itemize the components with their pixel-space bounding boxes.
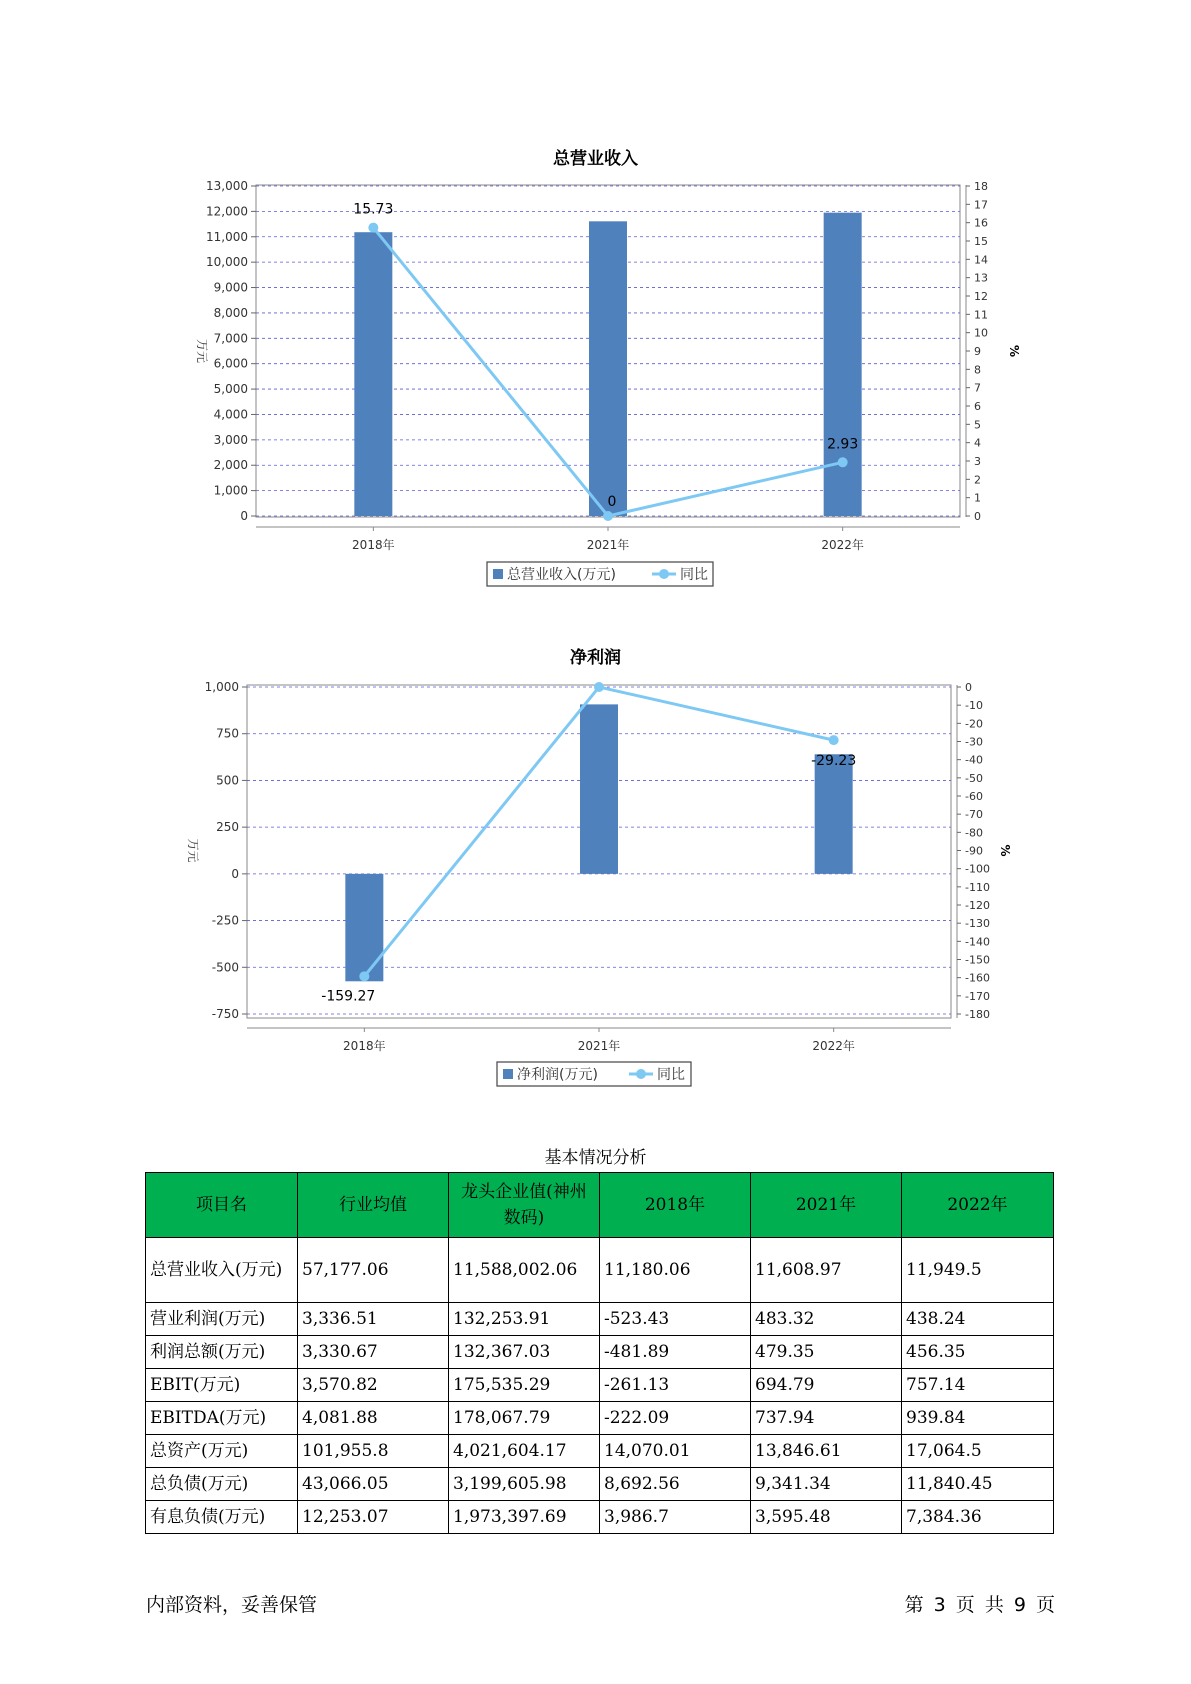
table-header-row (146, 1173, 1054, 1238)
y-tick-label: 2,000 (213, 458, 248, 473)
y-tick-label: 8,000 (213, 305, 248, 320)
y-tick-label: 1,000 (213, 483, 248, 498)
y2-tick-label: 11 (974, 308, 988, 322)
table-cell: 1,973,397.69 (449, 1501, 600, 1534)
table-cell: 3,986.7 (600, 1501, 751, 1534)
table-cell: 175,535.29 (449, 1369, 600, 1402)
table-cell: 3,336.51 (298, 1303, 449, 1336)
y-tick-label: 5,000 (213, 382, 248, 397)
y2-axis-title: % (998, 844, 1012, 857)
bar (589, 221, 627, 516)
x-tick-label: 2021年 (586, 538, 630, 552)
table-row-label: 总营业收入(万元) (146, 1238, 298, 1303)
table-row-label: EBITDA(万元) (146, 1402, 298, 1435)
table-row (146, 1435, 1054, 1468)
table-cell: 101,955.8 (298, 1435, 449, 1468)
yoy-point (368, 223, 378, 233)
table-cell: 4,081.88 (298, 1402, 449, 1435)
y-tick-label: 7,000 (213, 331, 248, 346)
y-axis-title: 万元 (195, 338, 209, 364)
table-cell: 456.35 (902, 1336, 1054, 1369)
table-cell: 3,595.48 (751, 1501, 902, 1534)
y2-tick-label: 10 (974, 326, 988, 340)
table-cell: 11,180.06 (600, 1238, 751, 1303)
table-cell: 57,177.06 (298, 1238, 449, 1303)
y2-tick-label: 14 (974, 253, 988, 267)
y2-tick-label: 1 (974, 491, 981, 505)
y2-tick-label: 5 (974, 418, 981, 432)
y-tick-label: 10,000 (206, 255, 248, 270)
y2-tick-label: 0 (974, 510, 981, 523)
footer-confidential: 内部资料，妥善保管 (146, 1594, 318, 1616)
bar (815, 754, 853, 874)
table-row (146, 1369, 1054, 1402)
table-row-label: 总负债(万元) (146, 1468, 298, 1501)
table-cell: 13,846.61 (751, 1435, 902, 1468)
table-cell: 438.24 (902, 1303, 1054, 1336)
table-cell: 178,067.79 (449, 1402, 600, 1435)
y2-tick-label: -50 (965, 771, 983, 785)
y2-tick-label: 12 (974, 290, 988, 303)
table-cell: 11,840.45 (902, 1468, 1054, 1501)
bar (354, 232, 392, 516)
y2-tick-label: -150 (965, 953, 990, 967)
table-cell: 4,021,604.17 (449, 1435, 600, 1468)
y2-tick-label: -60 (965, 790, 983, 803)
table-cell: 737.94 (751, 1402, 902, 1435)
y-tick-label: 250 (216, 820, 239, 835)
yoy-data-label: 2.93 (827, 436, 859, 453)
y-tick-label: 11,000 (206, 229, 248, 244)
legend-line-label: 同比 (680, 567, 708, 583)
y2-tick-label: 9 (974, 345, 981, 358)
table-cell: 17,064.5 (902, 1435, 1054, 1468)
y-tick-label: 6,000 (213, 356, 248, 371)
yoy-data-label: 0 (607, 494, 617, 510)
y2-tick-label: 17 (974, 198, 988, 212)
yoy-data-label: -159.27 (321, 988, 376, 1005)
table-cell: 12,253.07 (298, 1501, 449, 1534)
y-tick-label: 3,000 (213, 432, 248, 447)
table-row (146, 1468, 1054, 1501)
table-row (146, 1501, 1054, 1534)
y2-tick-label: 8 (974, 363, 981, 377)
revenue-chart-title: 总营业收入 (553, 149, 638, 169)
y2-tick-label: 13 (974, 271, 988, 285)
x-tick-label: 2022年 (812, 1039, 855, 1053)
table-row-label: 营业利润(万元) (146, 1303, 298, 1336)
footer-page-number: 第 3 页 共 9 页 (904, 1594, 1055, 1616)
table-row (146, 1336, 1054, 1369)
y2-tick-label: 7 (974, 381, 981, 395)
table-cell: 694.79 (751, 1369, 902, 1402)
table-cell: 9,341.34 (751, 1468, 902, 1501)
basic-analysis-table (145, 1172, 1054, 1534)
table-cell: 483.32 (751, 1303, 902, 1336)
header-leader-value: 龙头企业值(神州数码) (449, 1173, 600, 1238)
y2-tick-label: 6 (974, 400, 981, 413)
yoy-data-label: -29.23 (811, 753, 857, 770)
yoy-point (594, 682, 604, 692)
legend-bar-label: 总营业收入(万元) (507, 567, 616, 583)
y-tick-label: 4,000 (213, 407, 248, 422)
table-cell: -481.89 (600, 1336, 751, 1369)
y-tick-label: 500 (216, 773, 239, 788)
table-row-label: 有息负债(万元) (146, 1501, 298, 1534)
x-tick-label: 2022年 (821, 538, 864, 552)
x-tick-label: 2021年 (577, 1039, 621, 1053)
y2-tick-label: -140 (965, 935, 990, 949)
y2-tick-label: -160 (965, 971, 990, 985)
table-cell: 43,066.05 (298, 1468, 449, 1501)
profit-chart-title: 净利润 (570, 648, 621, 668)
yoy-data-label: 15.73 (353, 201, 394, 218)
yoy-point (829, 735, 839, 745)
y-tick-label: 0 (231, 866, 239, 881)
x-tick-label: 2018年 (352, 538, 395, 552)
table-cell: 3,330.67 (298, 1336, 449, 1369)
table-cell: 7,384.36 (902, 1501, 1054, 1534)
table-cell: 8,692.56 (600, 1468, 751, 1501)
table-cell: 11,588,002.06 (449, 1238, 600, 1303)
y-tick-label: 9,000 (213, 280, 248, 295)
y-tick-label: -250 (211, 913, 239, 928)
y2-tick-label: -170 (965, 989, 990, 1003)
legend-bar-swatch (503, 1069, 513, 1079)
bar (345, 874, 383, 981)
y2-tick-label: -180 (965, 1008, 990, 1021)
table-row-label: EBIT(万元) (146, 1369, 298, 1402)
yoy-point (838, 457, 848, 467)
y2-tick-label: -90 (965, 844, 983, 858)
y2-tick-label: 4 (974, 436, 981, 450)
revenue-chart (0, 170, 1191, 600)
y-tick-label: -750 (211, 1007, 239, 1021)
y-axis-title: 万元 (186, 838, 200, 863)
y2-tick-label: -20 (965, 717, 983, 731)
yoy-point (359, 971, 369, 981)
table-row (146, 1303, 1054, 1336)
y-tick-label: 750 (216, 726, 239, 741)
y-tick-label: 0 (240, 509, 248, 523)
table-cell: -261.13 (600, 1369, 751, 1402)
y2-axis-title: % (1007, 344, 1021, 358)
header-2022: 2022年 (902, 1173, 1054, 1238)
y2-tick-label: -10 (965, 699, 983, 713)
table-cell: -523.43 (600, 1303, 751, 1336)
table-row (146, 1402, 1054, 1435)
y2-tick-label: -130 (965, 917, 990, 931)
y-tick-label: 1,000 (204, 680, 239, 694)
legend-line-label: 同比 (657, 1067, 685, 1083)
y2-tick-label: -120 (965, 899, 990, 912)
y2-tick-label: 3 (974, 455, 981, 468)
y2-tick-label: -40 (965, 753, 983, 767)
yoy-point (603, 511, 613, 521)
y-tick-label: 13,000 (206, 179, 248, 193)
table-cell: 3,199,605.98 (449, 1468, 600, 1501)
table-cell: 11,949.5 (902, 1238, 1054, 1303)
profit-chart (0, 670, 1191, 1100)
y-tick-label: 12,000 (206, 204, 248, 219)
legend-line-marker (659, 569, 669, 579)
header-2018: 2018年 (600, 1173, 751, 1238)
y2-tick-label: 0 (965, 681, 972, 694)
bar (824, 213, 862, 516)
legend-bar-swatch (493, 569, 503, 579)
y2-tick-label: 2 (974, 473, 981, 487)
table-cell: 757.14 (902, 1369, 1054, 1402)
y2-tick-label: -30 (965, 735, 983, 749)
y2-tick-label: 18 (974, 180, 988, 193)
table-cell: 3,570.82 (298, 1369, 449, 1402)
table-cell: 132,253.91 (449, 1303, 600, 1336)
table-row (146, 1238, 1054, 1303)
y2-tick-label: 15 (974, 235, 988, 248)
legend-line-marker (636, 1069, 646, 1079)
table-cell: 132,367.03 (449, 1336, 600, 1369)
y2-tick-label: 16 (974, 216, 988, 230)
header-industry-avg: 行业均值 (298, 1173, 449, 1238)
table-cell: 14,070.01 (600, 1435, 751, 1468)
x-tick-label: 2018年 (343, 1039, 386, 1053)
header-item-name: 项目名 (146, 1173, 298, 1238)
table-cell: 939.84 (902, 1402, 1054, 1435)
table-cell: -222.09 (600, 1402, 751, 1435)
y2-tick-label: -100 (965, 862, 990, 876)
table-row-label: 利润总额(万元) (146, 1336, 298, 1369)
y2-tick-label: -70 (965, 808, 983, 822)
table-cell: 11,608.97 (751, 1238, 902, 1303)
bar (580, 704, 618, 873)
table-caption: 基本情况分析 (544, 1148, 647, 1168)
table-row-label: 总资产(万元) (146, 1435, 298, 1468)
header-2021: 2021年 (751, 1173, 902, 1238)
y2-tick-label: -80 (965, 826, 983, 840)
y2-tick-label: -110 (965, 880, 990, 894)
y-tick-label: -500 (211, 960, 239, 975)
legend-bar-label: 净利润(万元) (517, 1067, 598, 1083)
table-cell: 479.35 (751, 1336, 902, 1369)
